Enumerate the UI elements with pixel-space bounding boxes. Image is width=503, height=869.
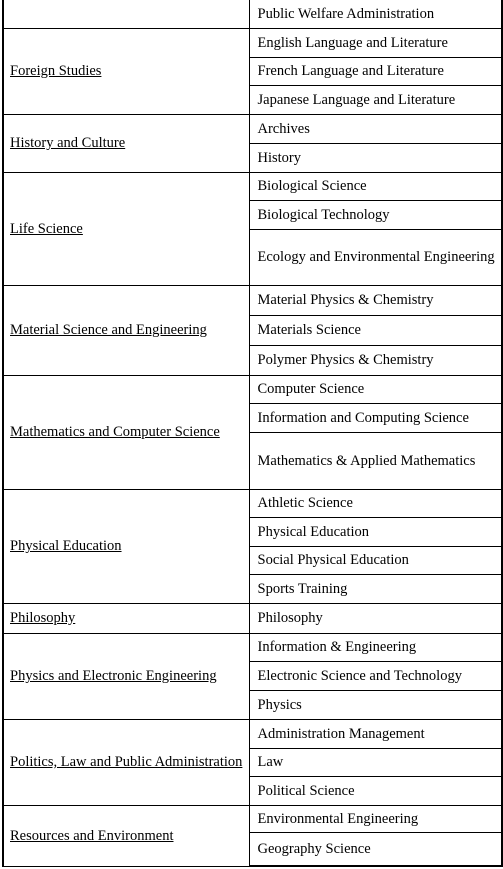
major-cell: Physical Education [249,517,502,546]
school-name: Foreign Studies [10,63,102,79]
table-row [3,719,502,748]
school-cell [3,0,249,28]
table-row [3,805,502,832]
major-cell: Public Welfare Administration [249,0,502,28]
major-cell: Mathematics & Applied Mathematics [249,432,502,489]
major-cell: Environmental Engineering [249,805,502,832]
school-name: Physics and Electronic Engineering [10,668,217,684]
major-cell: Biological Science [249,172,502,200]
major-cell: Law [249,748,502,776]
major-cell: Materials Science [249,315,502,345]
table-row [3,375,502,403]
table-row [3,633,502,661]
table-row [3,28,502,57]
school-name: History and Culture [10,135,126,151]
major-cell: Geography Science [249,832,502,866]
major-cell: Administration Management [249,719,502,748]
school-cell [3,805,249,866]
department-table [2,0,503,867]
major-cell: Political Science [249,776,502,805]
major-cell: History [249,143,502,172]
major-cell: Archives [249,114,502,143]
school-cell [3,375,249,489]
table-row [3,285,502,315]
school-name: Physical Education [10,538,122,554]
school-cell [3,285,249,375]
school-cell [3,28,249,114]
table-row [3,603,502,633]
school-cell [3,633,249,719]
major-cell: Information and Computing Science [249,403,502,432]
school-cell [3,172,249,285]
school-name: Life Science [10,220,83,237]
school-cell [3,719,249,805]
major-cell: Polymer Physics & Chemistry [249,345,502,375]
table-row [3,489,502,517]
major-cell: Biological Technology [249,200,502,229]
major-cell: Philosophy [249,603,502,633]
school-cell [3,603,249,633]
school-name: Philosophy [10,610,76,626]
major-cell: Information & Engineering [249,633,502,661]
table-row [3,114,502,143]
table-row [3,0,502,28]
major-cell: Material Physics & Chemistry [249,285,502,315]
major-cell: Electronic Science and Technology [249,661,502,690]
major-cell: Japanese Language and Literature [249,85,502,114]
school-cell [3,114,249,172]
school-name: Politics, Law and Public Administration [10,754,243,770]
major-cell: Sports Training [249,574,502,603]
school-name: Mathematics and Computer Science [10,424,220,440]
school-name: Resources and Environment [10,827,174,844]
major-cell: Computer Science [249,375,502,403]
school-name: Material Science and Engineering [10,322,207,338]
major-cell: Athletic Science [249,489,502,517]
school-cell [3,489,249,603]
major-cell: Physics [249,690,502,719]
major-cell: French Language and Literature [249,57,502,85]
table-row [3,172,502,200]
major-cell: Ecology and Environmental Engineering [249,229,502,285]
major-cell: English Language and Literature [249,28,502,57]
major-cell: Social Physical Education [249,546,502,574]
